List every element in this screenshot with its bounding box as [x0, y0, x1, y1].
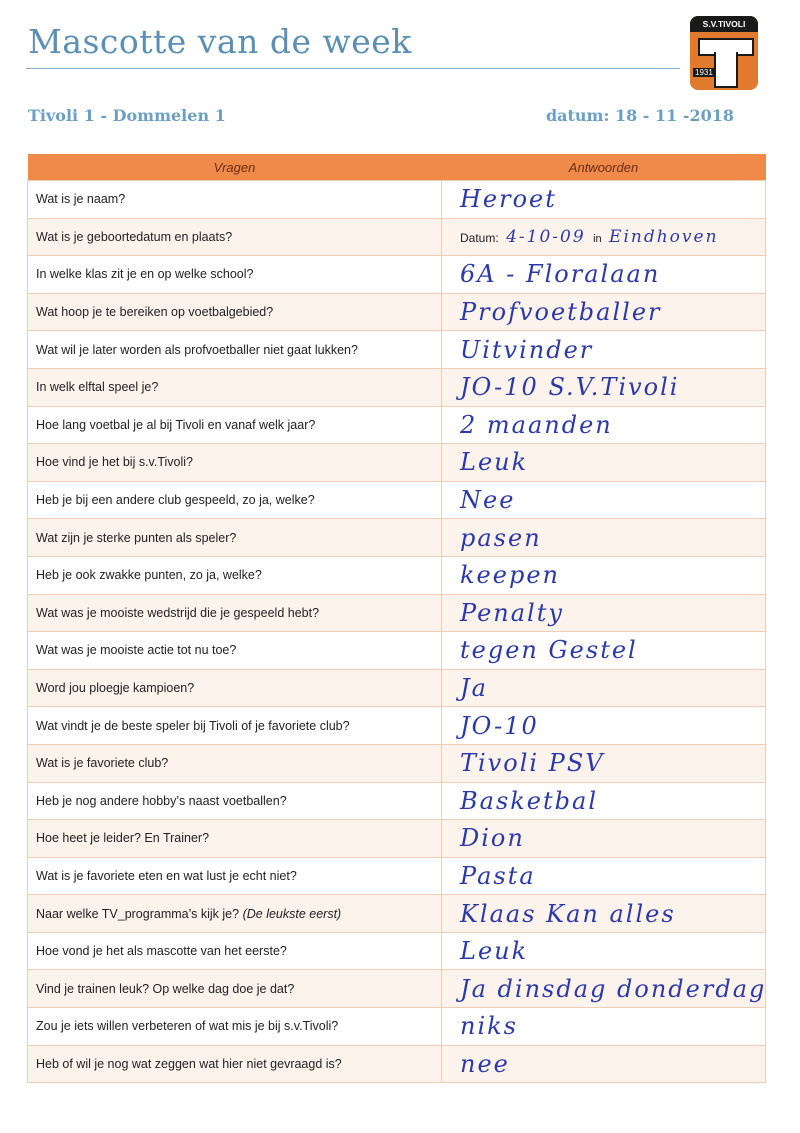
answer-cell — [442, 256, 766, 294]
question-text: Vind je trainen leuk? Op welke dag doe je dat? — [36, 981, 295, 996]
answer-cell — [442, 857, 766, 895]
table-header-row — [28, 154, 766, 181]
answer-text: JO-10 — [460, 711, 539, 740]
question-cell — [28, 970, 442, 1008]
question-text: Hoe vind je het bij s.v.Tivoli? — [36, 455, 194, 470]
question-cell — [28, 857, 442, 895]
answer-cell — [442, 782, 766, 820]
question-cell — [28, 519, 442, 557]
question-cell — [28, 820, 442, 858]
table-row — [28, 406, 766, 444]
match-title: Tivoli 1 - Dommelen 1 — [28, 106, 226, 125]
question-text: Hoe heet je leider? En Trainer? — [36, 831, 210, 846]
logo-year: 1931 — [695, 68, 713, 77]
table-row — [28, 895, 766, 933]
answer-text: keepen — [460, 561, 560, 590]
table-row — [28, 594, 766, 632]
table-row — [28, 218, 766, 256]
question-cell — [28, 782, 442, 820]
question-hint: (De leukste eerst) — [242, 906, 342, 921]
question-text: Wat was je mooiste wedstrijd die je gespeeld hebt? — [36, 605, 320, 620]
answer-cell — [442, 368, 766, 406]
answer-text: JO-10 S.V.Tivoli — [460, 373, 680, 402]
question-cell — [28, 707, 442, 745]
title-rule — [26, 68, 680, 69]
table-row — [28, 932, 766, 970]
answer-cell — [442, 481, 766, 519]
answer-cell — [442, 820, 766, 858]
answer-cell — [442, 632, 766, 670]
answer-cell — [442, 970, 766, 1008]
logo-club-name: S.V.TIVOLI — [690, 16, 758, 32]
table-row — [28, 632, 766, 670]
table-row — [28, 519, 766, 557]
answer-cell — [442, 293, 766, 331]
table-row — [28, 857, 766, 895]
questionnaire-table — [27, 154, 766, 1083]
answer-text: Ja — [460, 674, 488, 703]
question-text: Wat hoop je te bereiken op voetbalgebied? — [36, 305, 274, 320]
answer-text: Basketbal — [460, 786, 598, 815]
table-row — [28, 481, 766, 519]
table-row — [28, 782, 766, 820]
answer-text: Uitvinder — [460, 335, 594, 364]
answer-cell — [442, 444, 766, 482]
question-cell — [28, 594, 442, 632]
question-text: Word jou ploegje kampioen? — [36, 681, 195, 696]
answer-cell — [442, 744, 766, 782]
question-text: Heb je nog andere hobby’s naast voetballen? — [36, 793, 287, 808]
answer-cell — [442, 556, 766, 594]
question-cell — [28, 181, 442, 219]
answer-text: Leuk — [460, 448, 529, 477]
answer-text: 2 maanden — [460, 410, 613, 439]
answer-cell — [442, 406, 766, 444]
question-cell — [28, 368, 442, 406]
question-cell — [28, 1008, 442, 1046]
answers-header: Antwoorden — [442, 154, 766, 181]
answer-text: Nee — [460, 486, 516, 515]
questions-header: Vragen — [28, 154, 442, 181]
answer-text: Dion — [460, 824, 525, 853]
question-text: Wat is je favoriete club? — [36, 756, 169, 771]
question-cell — [28, 744, 442, 782]
answer-text: pasen — [460, 523, 542, 552]
question-cell — [28, 406, 442, 444]
answer-date-label: Datum: — [460, 230, 499, 245]
table-row — [28, 1045, 766, 1083]
table-row — [28, 820, 766, 858]
answer-cell — [442, 669, 766, 707]
question-cell — [28, 932, 442, 970]
table-row — [28, 331, 766, 369]
answer-in-label: in — [593, 232, 602, 245]
table-row — [28, 970, 766, 1008]
answer-cell — [442, 594, 766, 632]
table-row — [28, 181, 766, 219]
table-row — [28, 1008, 766, 1046]
question-text: In welk elftal speel je? — [36, 380, 159, 395]
answer-place-text: Eindhoven — [609, 226, 719, 247]
table-row — [28, 556, 766, 594]
answer-cell — [442, 932, 766, 970]
answer-text: niks — [460, 1012, 518, 1041]
club-logo — [690, 16, 758, 90]
question-text: Wat is je naam? — [36, 192, 126, 207]
question-cell — [28, 331, 442, 369]
question-cell — [28, 632, 442, 670]
table-row — [28, 368, 766, 406]
question-cell — [28, 669, 442, 707]
question-text: Hoe vond je het als mascotte van het eerste? — [36, 944, 287, 959]
logo-t-stem — [714, 52, 738, 88]
table-row — [28, 669, 766, 707]
answer-cell — [442, 181, 766, 219]
question-text: Wat is je geboortedatum en plaats? — [36, 229, 233, 244]
answer-text: 6A - Floralaan — [460, 260, 661, 289]
answer-cell — [442, 331, 766, 369]
answer-text: 4-10-09 — [506, 226, 586, 247]
table-row — [28, 744, 766, 782]
question-text: Wat vindt je de beste speler bij Tivoli of je favoriete club? — [36, 718, 350, 733]
question-cell — [28, 895, 442, 933]
answer-cell — [442, 519, 766, 557]
question-cell — [28, 444, 442, 482]
question-cell — [28, 218, 442, 256]
question-cell — [28, 481, 442, 519]
answer-text: Klaas Kan alles — [460, 899, 676, 928]
question-cell — [28, 293, 442, 331]
answer-text: Tivoli PSV — [460, 749, 605, 778]
question-cell — [28, 556, 442, 594]
question-text: Zou je iets willen verbeteren of wat mis je bij s.v.Tivoli? — [36, 1019, 339, 1034]
answer-text: tegen Gestel — [460, 636, 638, 665]
question-text: Heb je ook zwakke punten, zo ja, welke? — [36, 568, 262, 583]
answer-text: Heroet — [460, 185, 557, 214]
question-text: Wat is je favoriete eten en wat lust je echt niet? — [36, 868, 297, 883]
answer-text: nee — [460, 1049, 510, 1078]
match-date: datum: 18 - 11 -2018 — [545, 106, 734, 125]
answer-text: Pasta — [460, 861, 536, 890]
answer-cell — [442, 1045, 766, 1083]
question-text: Hoe lang voetbal je al bij Tivoli en vanaf welk jaar? — [36, 417, 316, 432]
table-row — [28, 256, 766, 294]
answer-cell — [442, 218, 766, 256]
page-title: Mascotte van de week — [28, 22, 412, 61]
table-row — [28, 293, 766, 331]
question-text: Naar welke TV_programma’s kijk je? — [36, 906, 240, 921]
question-text: Wat zijn je sterke punten als speler? — [36, 530, 237, 545]
question-text: In welke klas zit je en op welke school? — [36, 267, 254, 282]
answer-cell — [442, 707, 766, 745]
answer-cell — [442, 1008, 766, 1046]
answer-text: Ja dinsdag donderdag — [460, 974, 767, 1003]
answer-cell — [442, 895, 766, 933]
table-row — [28, 707, 766, 745]
question-cell — [28, 1045, 442, 1083]
question-cell — [28, 256, 442, 294]
answer-text: Leuk — [460, 937, 529, 966]
question-text: Heb je bij een andere club gespeeld, zo ja, welke? — [36, 493, 315, 508]
answer-text: Profvoetballer — [460, 298, 662, 327]
question-text: Heb of wil je nog wat zeggen wat hier niet gevraagd is? — [36, 1056, 342, 1071]
question-text: Wat was je mooiste actie tot nu toe? — [36, 643, 237, 658]
table-row — [28, 444, 766, 482]
question-text: Wat wil je later worden als profvoetballer niet gaat lukken? — [36, 342, 358, 357]
answer-text: Penalty — [460, 598, 564, 627]
